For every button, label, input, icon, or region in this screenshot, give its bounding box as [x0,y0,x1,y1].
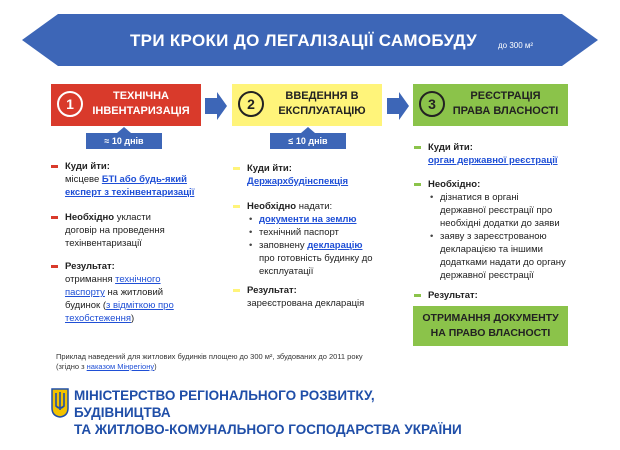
step-3-header [413,84,568,126]
trident-icon [51,388,69,418]
marker-icon [51,265,58,268]
step-1-header [51,84,201,126]
expert-link[interactable]: експерт з техінвентаризації [65,187,195,198]
step-3-need: Необхідно: • дізнатися в органі державної реєстрації про необхідні додатки до заяви • заяву з зареєстрованою декларацією та іншими додатками надати до органу державної реєстрації [428,178,578,282]
marker-icon [414,183,421,186]
ministry-order-link[interactable]: наказом Мінрегіону [86,362,155,371]
step-2-where: Куди йти: Держархбудінспекція [247,162,387,188]
tech-inspection-link[interactable]: з відміткою про [106,300,174,311]
step-1-where: Куди йти: місцеве БТІ або будь-який експерт з техінвентаризації [65,160,205,199]
inspection-link[interactable]: Держархбудінспекція [247,176,349,187]
step-1-result: Результат: отримання технічного паспорту на житловий будинок (з відміткою про техобстеження) [65,260,210,325]
step-number: 3 [419,91,445,117]
marker-icon [51,165,58,168]
step-number: 1 [57,91,83,117]
marker-icon [233,167,240,170]
arrow-right-icon [205,92,227,120]
step-1-need: Необхідно укласти договір на проведення техінвентаризації [65,211,205,250]
tech-passport-link[interactable]: технічного [115,274,161,285]
declaration-link[interactable]: декларацію [307,240,363,251]
title-banner [22,14,598,66]
marker-icon [414,294,421,297]
step-2-header [232,84,382,126]
marker-icon [233,205,240,208]
duration-badge-step1: ≈ 10 днів [86,133,162,149]
step-2-result: Результат: зареєстрована декларація [247,284,387,310]
step-2-need: Необхідно надати: • документи на землю • технічний паспорт • заповнену декларацію про готовність будинку до експлуатації [247,200,392,278]
duration-badge-step2: ≤ 10 днів [270,133,346,149]
tech-inspection-link-2[interactable]: техобстеження [65,313,132,324]
step-3-where: Куди йти: орган державної реєстрації [428,141,573,167]
step-title: ТЕХНІЧНА ІНВЕНТАРИЗАЦІЯ [92,90,190,117]
arrow-right-icon [387,92,409,120]
marker-icon [233,289,240,292]
land-docs-link[interactable]: документи на землю [259,214,357,225]
step-number: 2 [238,91,264,117]
banner-title: ТРИ КРОКИ ДО ЛЕГАЛІЗАЦІЇ САМОБУДУ [130,31,478,50]
step-title: РЕЄСТРАЦІЯ ПРАВА ВЛАСНОСТІ [452,90,559,117]
ownership-result-box: ОТРИМАННЯ ДОКУМЕНТУ НА ПРАВО ВЛАСНОСТІ [413,306,568,346]
tech-passport-link-2[interactable]: паспорту [65,287,105,298]
banner-subtitle: до 300 м² [498,41,534,50]
marker-icon [51,216,58,219]
registry-link[interactable]: орган державної реєстрації [428,155,558,166]
step-title: ВВЕДЕННЯ В ЕКСПЛУАТАЦІЮ [278,90,366,117]
marker-icon [414,146,421,149]
footnote: Приклад наведений для житлових будинків площею до 300 м², збудованих до 2011 року (згідно з наказом Мінрегіону) [56,352,363,371]
step-3-result: Результат: [428,289,568,302]
bti-link[interactable]: БТІ або будь-який [101,174,187,185]
ministry-name: МІНІСТЕРСТВО РЕГІОНАЛЬНОГО РОЗВИТКУ, БУДІВНИЦТВА ТА ЖИТЛОВО-КОМУНАЛЬНОГО ГОСПОДАРСТВА УКРАЇНИ [74,388,462,437]
